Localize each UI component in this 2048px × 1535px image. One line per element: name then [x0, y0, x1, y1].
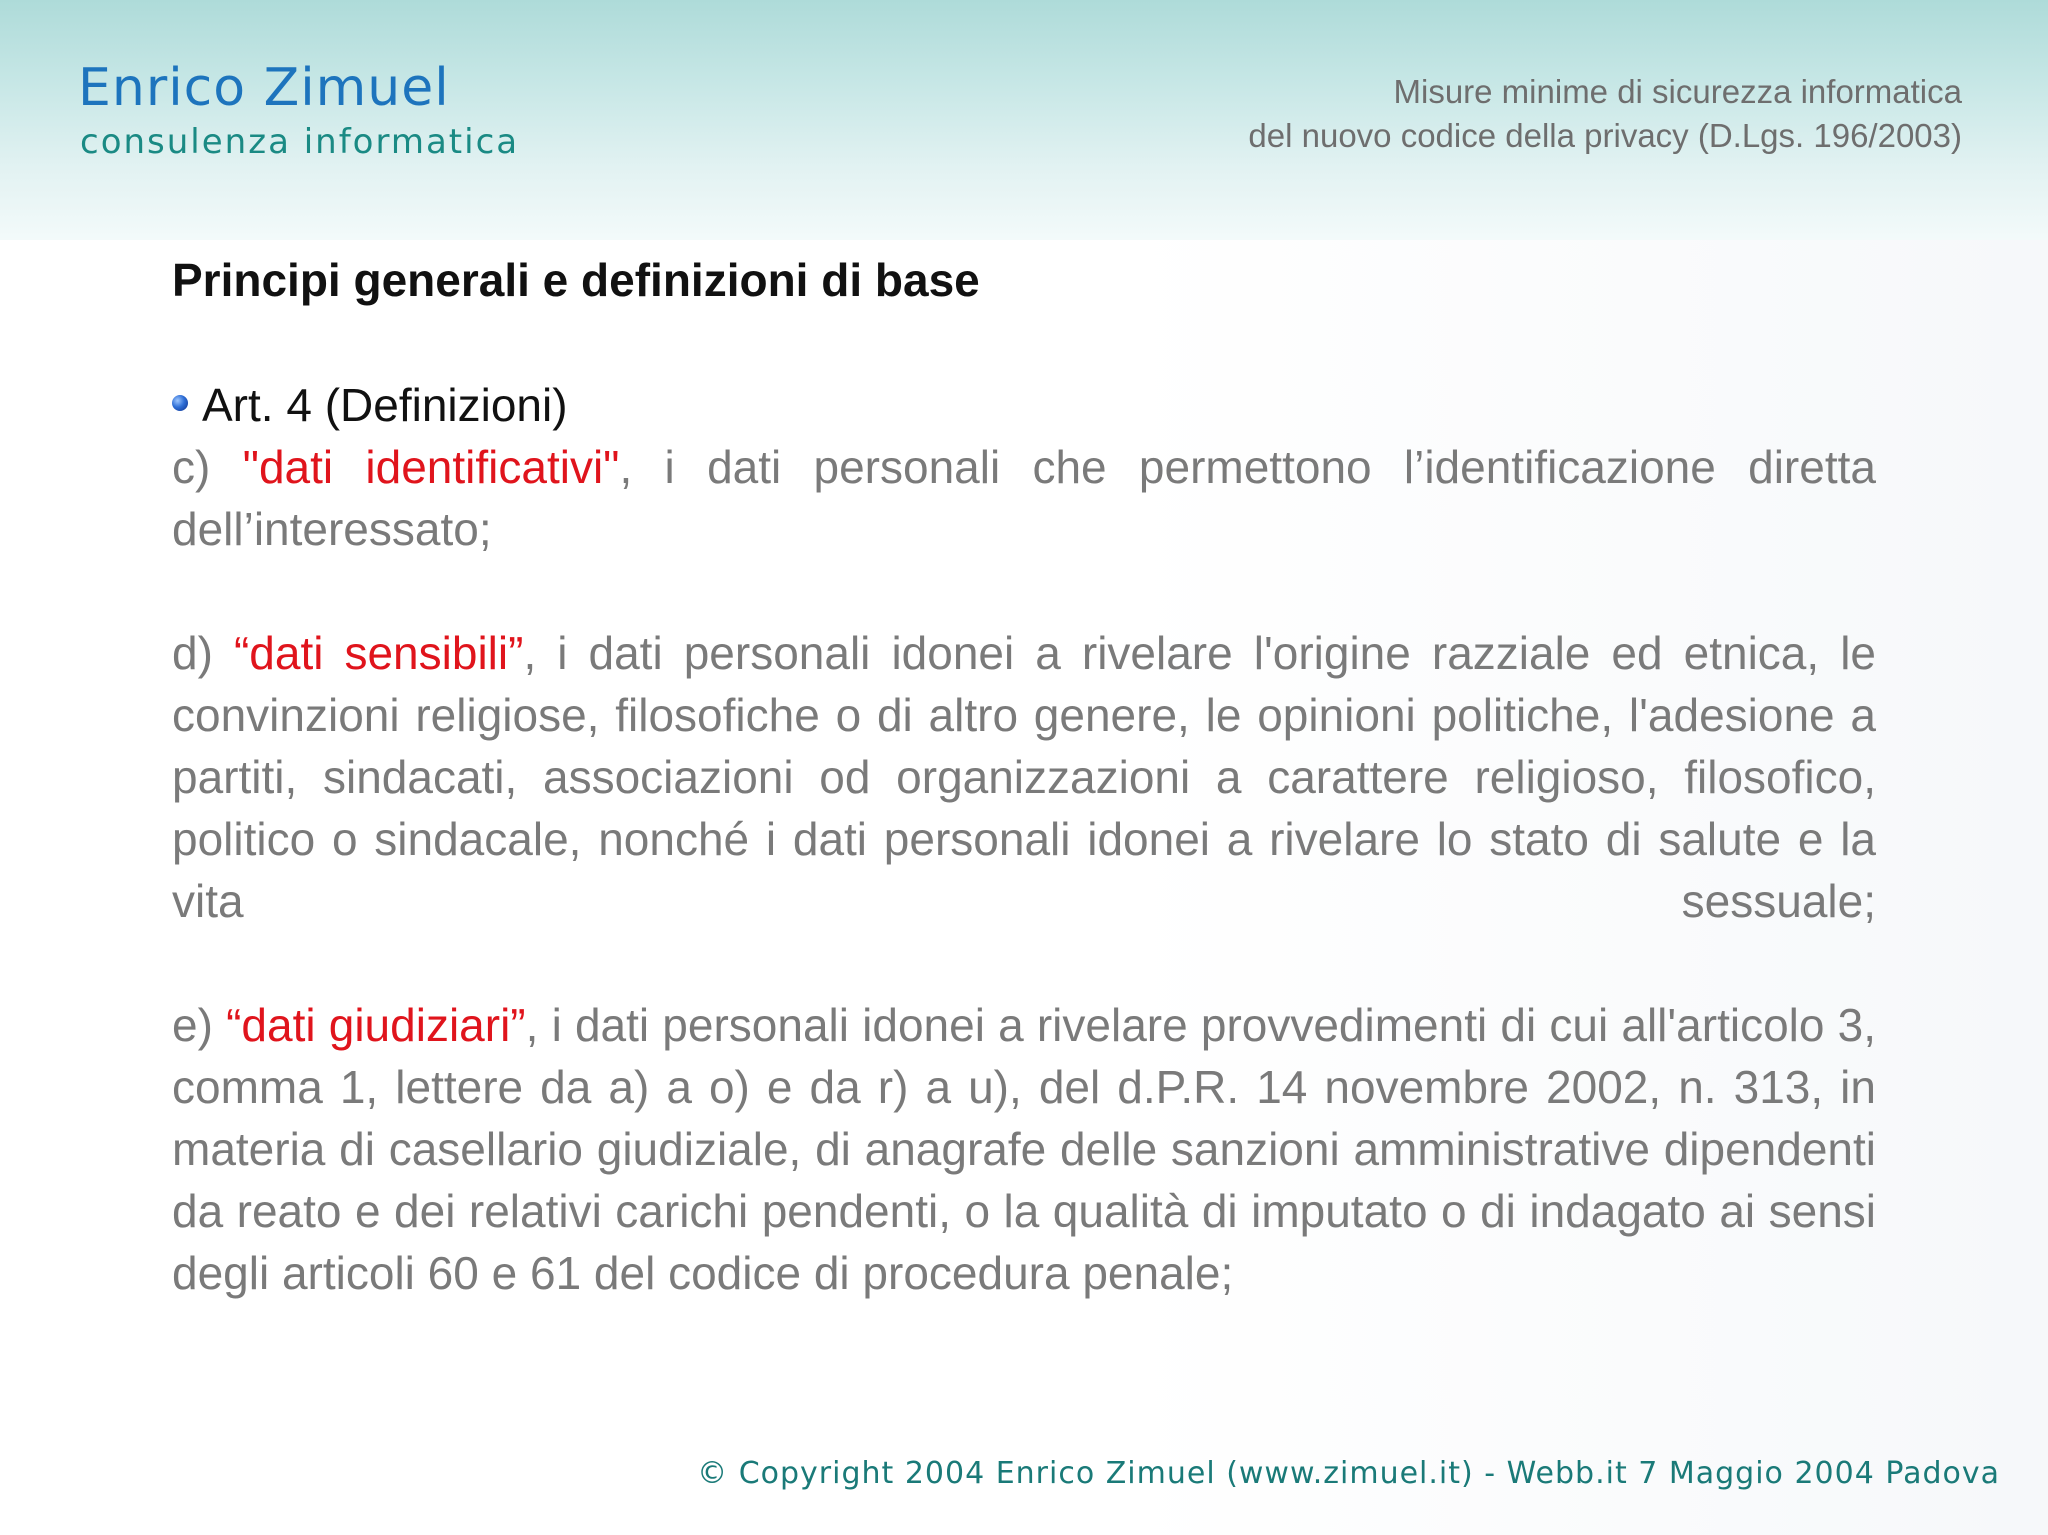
- definition-text: , i dati personali idonei a rivelare l'origine razziale ed etnica, le convinzioni religiose, filosofiche o di altro genere, le opinioni politiche, l'adesione a partiti, sindacati, associazioni od organizzazioni a carattere religioso, filosofico, politico o sindacale, nonché i dati personali idonei a rivelare lo stato di salute e la vita sessuale;: [172, 627, 1877, 927]
- definitions-content: [172, 374, 1876, 1304]
- definition-prefix: d): [172, 627, 234, 679]
- definition-d: [172, 622, 1876, 932]
- bullet-icon: [172, 395, 188, 411]
- section-title: Principi generali e definizioni di base: [172, 254, 980, 306]
- definition-prefix: e): [172, 999, 227, 1051]
- footer-copyright: © Copyright 2004 Enrico Zimuel (www.zimuel.it) - Webb.it 7 Maggio 2004 Padova: [697, 1456, 2000, 1491]
- definition-e: [172, 994, 1876, 1304]
- document-title-line-2: del nuovo codice della privacy (D.Lgs. 196/2003): [1248, 117, 1962, 154]
- bullet-item: [172, 374, 1876, 436]
- definition-text: , i dati personali idonei a rivelare provvedimenti di cui all'articolo 3, comma 1, lettere da a) a o) e da r) a u), del d.P.R. 14 novembre 2002, n. 313, in materia di casellario giudiziale, di anagrafe delle sanzioni amministrative dipendenti da reato e dei relativi carichi pendenti, o la qualità di imputato o di indagato ai sensi degli articoli 60 e 61 del codice di procedura penale;: [172, 999, 1876, 1299]
- brand-subtitle: consulenza informatica: [80, 122, 520, 162]
- brand-name: Enrico Zimuel: [78, 58, 450, 118]
- definition-c: [172, 436, 1876, 560]
- document-title-line-1: Misure minime di sicurezza informatica: [1393, 73, 1962, 110]
- definition-term: "dati identificativi": [242, 441, 620, 493]
- definition-prefix: c): [172, 441, 243, 493]
- spacer: [172, 560, 1876, 622]
- definition-term: “dati giudiziari”: [226, 999, 526, 1051]
- bullet-label: Art. 4 (Definizioni): [202, 379, 568, 431]
- document-title: [1248, 70, 1962, 158]
- definition-term: “dati sensibili”: [233, 627, 524, 679]
- spacer: [172, 932, 1876, 994]
- definition-text: , i dati personali che permettono l’identificazione diretta dell’interessato;: [172, 441, 1876, 555]
